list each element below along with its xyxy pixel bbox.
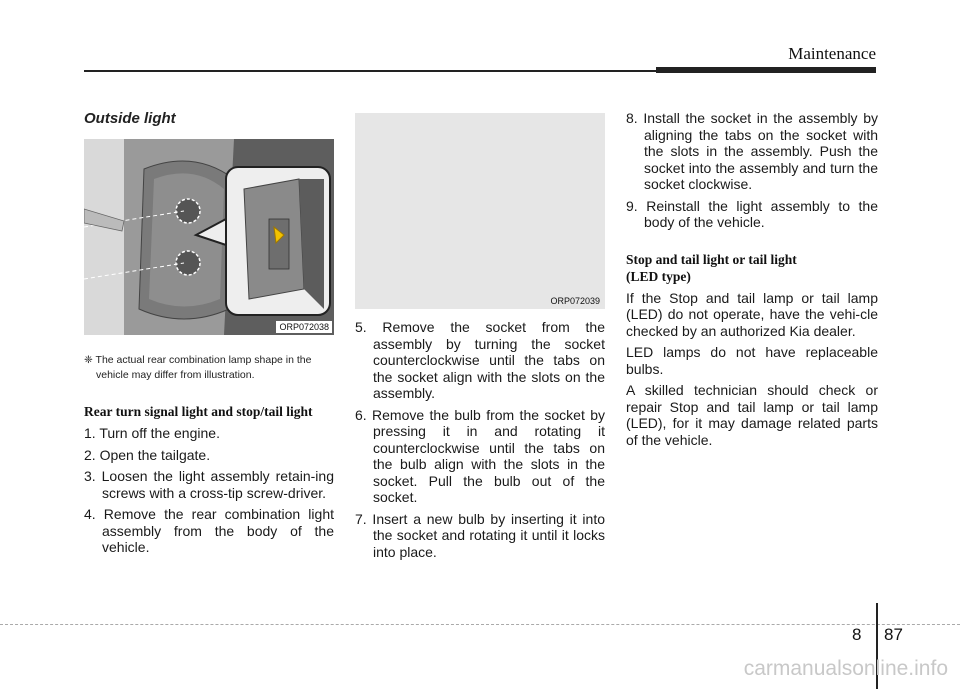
figure-socket-removal — [355, 113, 605, 309]
subhead-led-line2: (LED type) — [626, 268, 691, 284]
subhead-rear-turn-signal: Rear turn signal light and stop/tail light — [84, 404, 313, 419]
illustration-note: ❈ The actual rear combination lamp shape in the vehicle may differ from illustration. — [84, 354, 312, 381]
header-rule — [84, 70, 656, 72]
step-9: 9. Reinstall the light assembly to the body of the vehicle. — [626, 197, 878, 230]
step-2: 2. Open the tailgate. — [84, 446, 211, 463]
header-rule-thick — [656, 67, 876, 73]
section-title: Outside light — [84, 110, 176, 127]
step-5: 5. Remove the socket from the assembly by turning the socket counterclockwise until the tabs on the socket align with the slots on the assembly. — [355, 319, 605, 401]
step-3: 3. Loosen the light assembly retain-ing screws with a cross-tip screw-driver. — [84, 468, 334, 501]
page-header-title: Maintenance — [788, 44, 876, 63]
figure-rear-lamp-screws — [84, 139, 334, 335]
column-1 — [84, 110, 334, 556]
chapter-number: 8 — [852, 625, 862, 644]
figure-code: ORP072038 — [276, 321, 332, 333]
paragraph-led-2: LED lamps do not have replaceable bulbs. — [626, 344, 878, 377]
footer-rule — [0, 624, 960, 625]
page-number: 87 — [884, 625, 903, 644]
watermark: carmanualsonline.info — [743, 657, 948, 680]
figure-code: ORP072039 — [550, 296, 600, 306]
paragraph-led-1: If the Stop and tail lamp or tail lamp (LED) do not operate, have the vehi-cle checked by an authorized Kia dealer. — [626, 289, 878, 339]
subhead-led-line1: Stop and tail light or tail light — [626, 251, 797, 267]
step-7: 7. Insert a new bulb by inserting it into the socket and rotating it until it locks into place. — [355, 510, 605, 560]
step-6: 6. Remove the bulb from the socket by pressing it in and rotating it counterclockwise until the tabs on the bulb align with the slots in the socket. Pull the bulb out of the socket. — [355, 406, 605, 505]
step-8: 8. Install the socket in the assembly by aligning the tabs on the socket with the slots in the assembly. Push the socket into the assembly and turn the socket clockwise. — [626, 110, 878, 192]
socket-illustration — [355, 113, 605, 309]
rear-lamp-illustration — [84, 139, 334, 335]
step-1: 1. Turn off the engine. — [84, 425, 220, 441]
paragraph-led-3: A skilled technician should check or repair Stop and tail lamp or tail lamp (LED), for it may damage related parts of the vehicle. — [626, 382, 878, 448]
step-4: 4. Remove the rear combination light assembly from the body of the vehicle. — [84, 506, 334, 555]
column-2 — [355, 113, 605, 560]
column-3 — [626, 110, 878, 448]
